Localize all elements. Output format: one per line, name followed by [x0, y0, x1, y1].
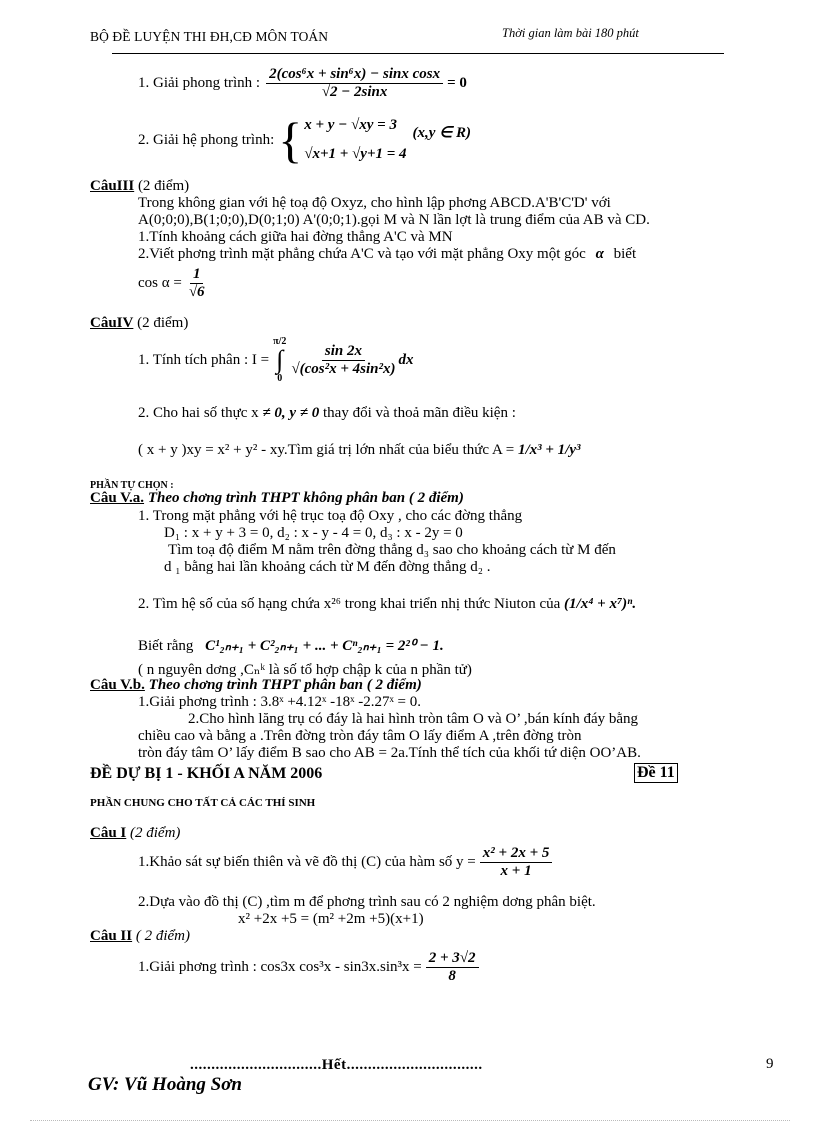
q1-rhs: = 0 [447, 75, 467, 91]
binomial-expression: (1/x⁴ + x⁷)ⁿ. [564, 596, 637, 612]
cau5a-line1: 1. Trong mặt phẳng với hệ trục toạ độ Oxy , cho các đờng thẳng [138, 508, 523, 524]
cau4-line2-math: ≠ 0, y ≠ 0 [262, 405, 320, 421]
cau1-num: x² + 2x + 5 [480, 845, 553, 863]
q2-condition: (x,y ∈ R) [412, 124, 472, 141]
cos-fraction [186, 266, 208, 301]
cau4-line2 [138, 405, 516, 422]
cau2-points: ( 2 điểm) [135, 928, 191, 944]
cau4-line3 [138, 442, 581, 459]
page-bottom-divider [30, 1120, 790, 1121]
header-divider [112, 53, 724, 54]
cau1-den: x + 1 [500, 863, 532, 879]
page-number: 9 [766, 1056, 774, 1072]
cau2-fraction [426, 950, 479, 985]
q2-system [304, 117, 406, 163]
cau3-line4-text: 2.Viết phơng trình mặt phẳng chứa A'C và tạo với mặt phẳng Oxy một góc [138, 246, 586, 262]
q1-numerator: 2(cos⁶x + sin⁶x) − sinx cosx [266, 66, 443, 84]
cau5a-line5-text: Biết rằng [138, 638, 194, 654]
cau5a-title: Câu V.a. [90, 490, 145, 506]
cau5b-line3: chiều cao và bằng a .Trên đờng tròn đáy tâm O lấy điểm A ,trên đờng tròn [138, 728, 582, 744]
cau5a-line4-text: 2. Tìm hệ số của số hạng chứa x²⁶ trong khai triển nhị thức Niuton của [138, 596, 561, 612]
cau4-line2b: thay đổi và thoả mãn điều kiện : [323, 405, 516, 421]
cau5b-title: Câu V.b. [90, 677, 145, 693]
cau2-line1-text: 1.Giải phơng trình : cos3x cos³x - sin3x.sin³x = [138, 959, 422, 975]
alpha-symbol: α [595, 246, 604, 262]
cau5b-line1: 1.Giải phơng trình : 3.8ˣ +4.12ˣ -18ˣ -2.27ˣ = 0. [138, 694, 422, 710]
cau2-title: Câu II [90, 928, 133, 944]
cau5a-line6: ( n nguyên dơng ,Cₙᵏ là số tổ hợp chập k của n phần tử) [138, 662, 472, 678]
tuchon-label: PHẦN TỰ CHỌN : [90, 480, 174, 491]
cau1-line3: x² +2x +5 = (m² +2m +5)(x+1) [238, 911, 424, 927]
q1-denominator: √2 − 2sinx [321, 84, 388, 100]
q2-eq1: x + y − √xy = 3 [304, 117, 397, 133]
cau4-title: CâuIV [90, 315, 134, 331]
question-2 [138, 112, 472, 168]
cau3-title: CâuIII [90, 178, 135, 194]
dx: dx [398, 351, 414, 368]
cau4-line3-text: ( x + y )xy = x² + y² - xy.Tìm giá trị lớn nhất của biểu thức A = [138, 442, 515, 458]
cau3-heading [90, 178, 189, 195]
integrand [288, 343, 398, 378]
cau1-fraction [480, 845, 553, 880]
cau5a-heading [90, 490, 464, 507]
cau4-integral-label: 1. Tính tích phân : I = [138, 351, 270, 368]
q1-label: 1. Giải phong trình : [138, 75, 261, 91]
integral-sign: π/2 ∫ 0 [273, 336, 287, 384]
cos-den: √6 [188, 284, 205, 300]
cau2-num: 2 + 3√2 [426, 950, 479, 968]
combination-sum: C¹₂ₙ₊₁ + C²₂ₙ₊₁ + ... + Cⁿ₂ₙ₊₁ = 2²⁰ − 1. [205, 638, 444, 654]
cau4-integral [138, 336, 413, 384]
cau2-line1 [138, 950, 479, 985]
cau3-points: (2 điểm) [137, 178, 190, 194]
cau3-cos [138, 266, 208, 301]
system-brace: { [278, 112, 303, 168]
cau5b-line2: 2.Cho hình lăng trụ có đáy là hai hình tròn tâm O và O’ ,bán kính đáy bằng [188, 711, 639, 727]
cau1-line2: 2.Dựa vào đồ thị (C) ,tìm m để phơng trình sau có 2 nghiệm dơng phân biệt. [138, 894, 596, 910]
cau2-heading [90, 928, 190, 945]
cau5b-heading [90, 677, 422, 694]
de11-heading: ĐỀ DỰ BỊ 1 - KHỐI A NĂM 2006 [90, 765, 323, 782]
end-marker: ...............................Hết................................ [190, 1057, 483, 1073]
cau3-line4-end: biết [613, 246, 637, 262]
cau3-line4 [138, 246, 636, 263]
a-expression: 1/x³ + 1/y³ [517, 442, 581, 458]
cau3-line3: 1.Tính khoảng cách giữa hai đờng thẳng A'C và MN [138, 229, 453, 245]
question-1 [138, 66, 467, 101]
cau2-den: 8 [448, 968, 456, 984]
phan-chung: PHẦN CHUNG CHO TẤT CẢ CÁC THÍ SINH [90, 797, 316, 809]
de11-badge: Đề 11 [634, 763, 678, 783]
cau5a-subtitle: Theo chơng trình THPT không phân ban ( 2 điểm) [147, 490, 464, 506]
cau3-line2: A(0;0;0),B(1;0;0),D(0;1;0) A'(0;0;1).gọi M và N lần lợt là trung điểm của AB và CD. [138, 212, 650, 228]
header-time: Thời gian làm bài 180 phút [502, 26, 639, 40]
integrand-den: √(cos²x + 4sin²x) [291, 360, 396, 377]
cau5a-line3: d ₁ bằng hai lần khoảng cách từ M đến đờng thẳng d₂ . [164, 559, 491, 575]
cau1-title: Câu I [90, 825, 127, 841]
cau1-line1 [138, 845, 552, 880]
cau1-line1-text: 1.Khảo sát sự biến thiên và vẽ đồ thị (C) của hàm số y = [138, 854, 476, 870]
author-name: GV: Vũ Hoàng Sơn [88, 1074, 242, 1095]
cau5a-line5 [138, 636, 444, 655]
q2-eq2: √x+1 + √y+1 = 4 [304, 146, 407, 162]
cau5a-line2: Tìm toạ độ điểm M nằm trên đờng thẳng d₃ sao cho khoảng cách từ M đến [168, 542, 616, 558]
cau4-heading [90, 315, 188, 332]
integrand-num: sin 2x [322, 343, 365, 361]
cau5b-line4: tròn đáy tâm O’ lấy điểm B sao cho AB = 2a.Tính thể tích của khối tứ diện OO’AB. [138, 745, 641, 761]
cau5a-lines: D₁ : x + y + 3 = 0, d₂ : x - y - 4 = 0, d₃ : x - 2y = 0 [164, 525, 463, 541]
cau1-heading [90, 825, 180, 842]
integral-upper: π/2 [273, 336, 287, 347]
cos-label: cos α = [138, 275, 182, 291]
cau4-line2a: 2. Cho hai số thực x [138, 405, 259, 421]
cau5b-subtitle: Theo chơng trình THPT phân ban ( 2 điểm) [148, 677, 422, 693]
cos-num: 1 [190, 266, 204, 284]
cau3-line1: Trong không gian với hệ toạ độ Oxyz, cho hình lập phơng ABCD.A'B'C'D' với [138, 195, 611, 211]
q1-fraction [266, 66, 443, 101]
header-title: BỘ ĐỀ LUYỆN THI ĐH,CĐ MÔN TOÁN [90, 29, 329, 44]
cau5a-line4 [138, 596, 636, 613]
q2-label: 2. Giải hệ phong trình: [138, 131, 275, 148]
cau4-points: (2 điểm) [137, 315, 189, 331]
cau1-points: (2 điểm) [130, 825, 181, 841]
integral-lower: 0 [277, 373, 283, 384]
